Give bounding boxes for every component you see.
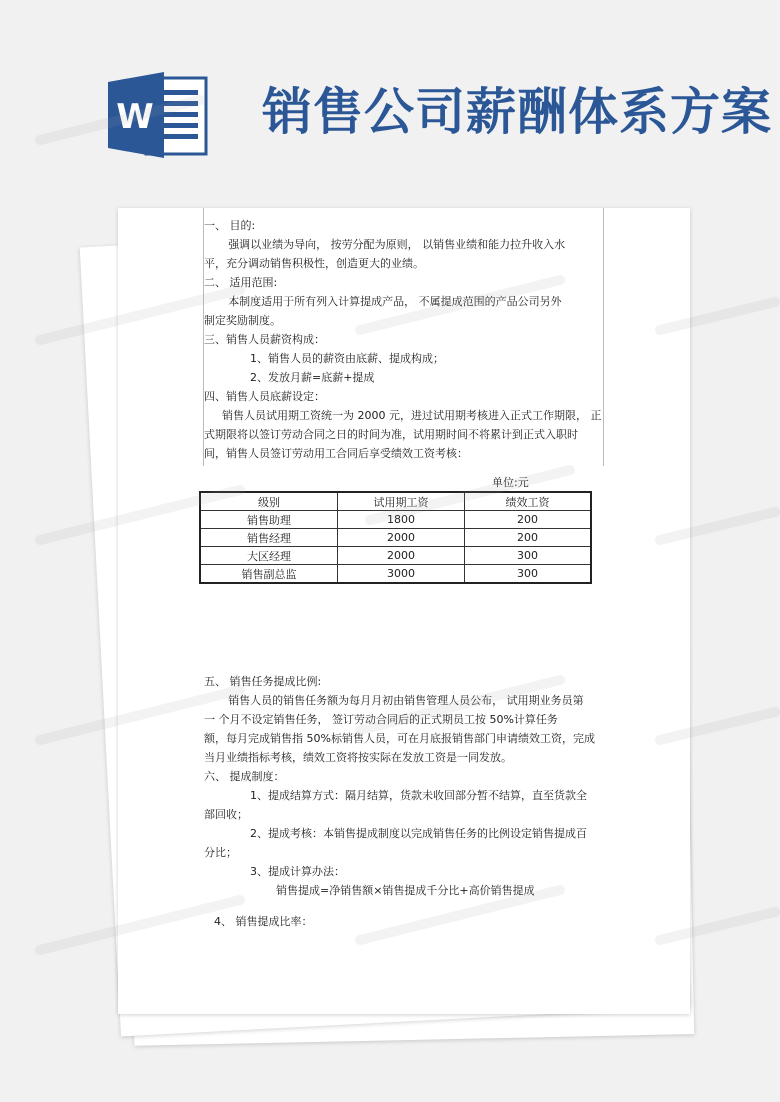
table-cell: 销售助理 [200, 511, 338, 529]
table-unit-label: 单位:元 [492, 476, 529, 489]
paragraph: 当月业绩指标考核，绩效工资将按实际在发放工资是一同发放。 [204, 751, 512, 764]
paragraph: 平，充分调动销售积极性，创造更大的业绩。 [204, 257, 424, 270]
section-heading: 六、 提成制度： [204, 770, 285, 783]
table-cell: 销售副总监 [200, 565, 338, 584]
formula: 销售提成=净销售额×销售提成千分比+高价销售提成 [276, 884, 535, 897]
paragraph: 本制度适用于所有列入计算提成产品， 不属提成范围的产品公司另外 [228, 295, 562, 308]
table-header-cell: 试用期工资 [338, 492, 465, 511]
section-heading: 五、 销售任务提成比例: [204, 675, 322, 688]
list-item: 1、销售人员的薪资由底薪、提成构成； [250, 352, 444, 365]
table-cell: 销售经理 [200, 529, 338, 547]
table-cell: 1800 [338, 511, 465, 529]
section-heading: 四、销售人员底薪设定： [204, 390, 325, 403]
section-heading: 一、 目的: [204, 219, 256, 232]
table-cell: 300 [465, 565, 592, 584]
list-item: 分比； [204, 846, 237, 859]
table-cell: 200 [465, 529, 592, 547]
logo-letter: W [116, 97, 154, 137]
paragraph: 额，每月完成销售指 50%标销售人员，可在月底报销售部门申请绩效工资，完成 [204, 732, 595, 745]
list-item: 2、提成考核：本销售提成制度以完成销售任务的比例设定销售提成百 [250, 827, 587, 840]
paragraph: 制定奖励制度。 [204, 314, 281, 327]
table-cell: 200 [465, 511, 592, 529]
paragraph: 销售人员试用期工资统一为 2000 元，进过试用期考核进入正式工作期限， 正 [222, 409, 602, 422]
table-cell: 3000 [338, 565, 465, 584]
table-header-cell: 级别 [200, 492, 338, 511]
paragraph: 式期限将以签订劳动合同之日的时间为准，试用期时间不将累计到正式入职时 [204, 428, 578, 441]
section-heading: 二、 适用范围: [204, 276, 278, 289]
table-cell: 2000 [338, 529, 465, 547]
page-title: 销售公司薪酬体系方案 [262, 82, 772, 141]
list-item: 4、 销售提成比率： [214, 915, 313, 928]
section-heading: 三、销售人员薪资构成： [204, 333, 325, 346]
list-item: 2、发放月薪=底薪+提成 [250, 371, 375, 384]
paragraph: 强调以业绩为导向， 按劳分配为原则， 以销售业绩和能力拉升收入水 [228, 238, 566, 251]
list-item: 部回收； [204, 808, 248, 821]
table-cell: 大区经理 [200, 547, 338, 565]
table-cell: 300 [465, 547, 592, 565]
paragraph: 销售人员的销售任务额为每月月初由销售管理人员公布， 试用期业务员第 [228, 694, 584, 707]
list-item: 3、提成计算办法： [250, 865, 345, 878]
list-item: 1、提成结算方式：隔月结算，货款未收回部分暂不结算，直至货款全 [250, 789, 587, 802]
paragraph: 一 个月不设定销售任务， 签订劳动合同后的正式期员工按 50%计算任务 [204, 713, 558, 726]
paragraph: 间，销售人员签订劳动用工合同后享受绩效工资考核： [204, 447, 468, 460]
table-cell: 2000 [338, 547, 465, 565]
table-header-cell: 绩效工资 [465, 492, 592, 511]
